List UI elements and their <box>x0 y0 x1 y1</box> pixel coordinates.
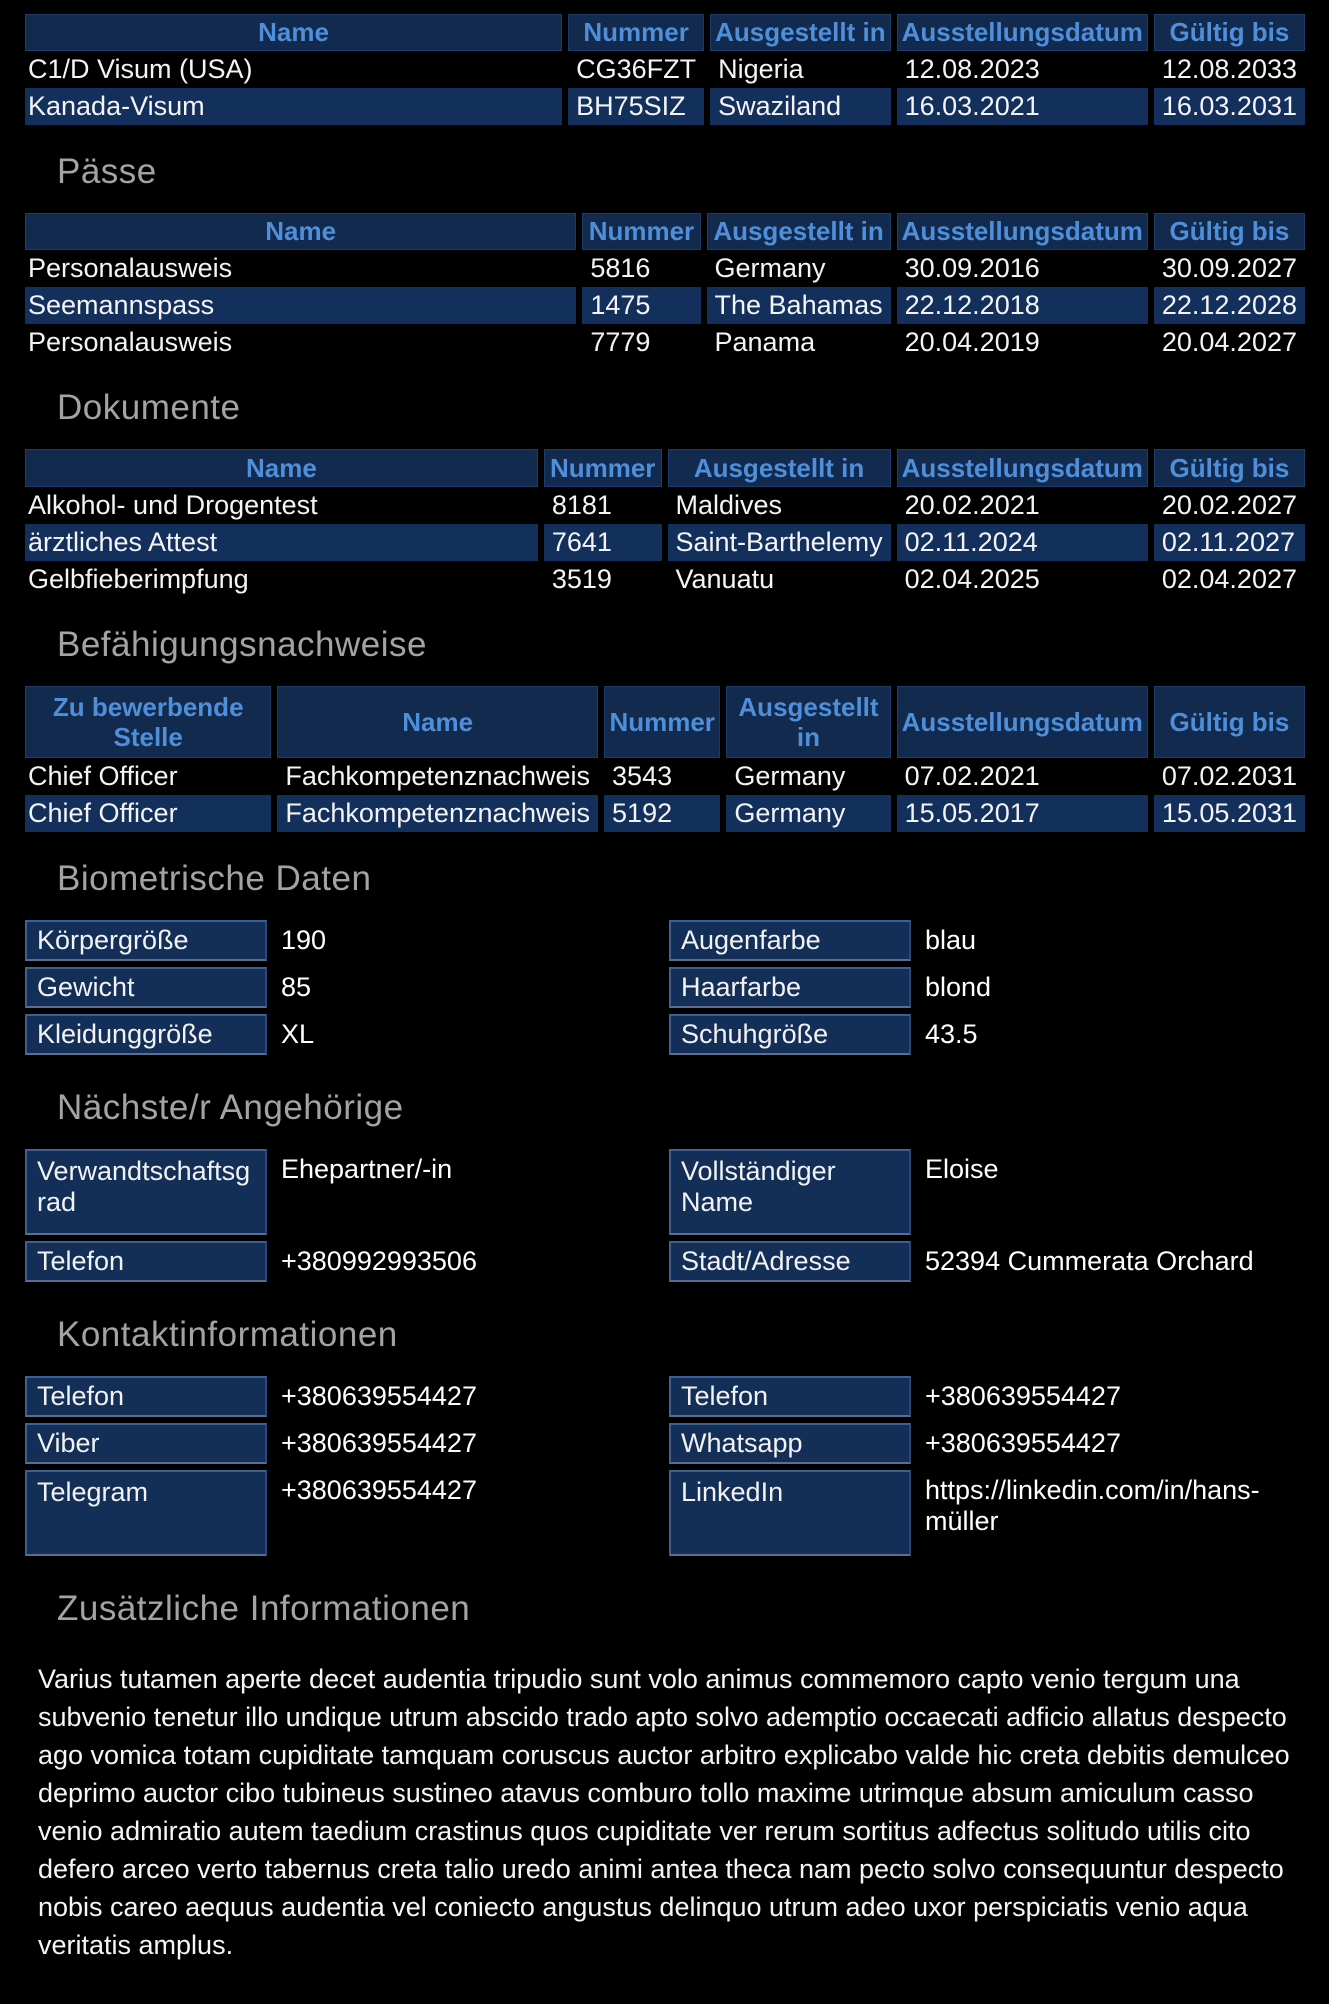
field-value-gewicht: 85 <box>281 972 312 1002</box>
table-cell: 07.02.2021 <box>904 761 1040 791</box>
column-header-g-ltig-bis: Gültig bis <box>1154 213 1305 250</box>
field-row <box>669 1423 1305 1464</box>
field-row <box>25 1423 661 1464</box>
table-cell: The Bahamas <box>707 287 891 324</box>
table-cell: 16.03.2031 <box>1154 88 1305 125</box>
table-cell: 15.05.2031 <box>1154 795 1305 832</box>
field-value-haarfarbe: blond <box>925 972 992 1002</box>
section-heading-naechste-angehoerige: Nächste/r Angehörige <box>57 1088 404 1127</box>
section-befaehigungsnachweise <box>25 622 1305 832</box>
table-cell: Chief Officer <box>28 761 178 791</box>
table-cell: 20.04.2027 <box>1161 327 1297 357</box>
field-row <box>25 1149 661 1235</box>
table-cell: Panama <box>714 327 816 357</box>
table-cell: 5192 <box>604 795 720 832</box>
table-cell: ärztliches Attest <box>25 524 538 561</box>
next-of-kin-fields-right <box>669 1149 1305 1288</box>
crew-profile-document <box>25 14 1305 1964</box>
section-heading-paesse: Pässe <box>57 152 157 191</box>
table-cell: 12.08.2023 <box>904 54 1040 84</box>
table-cell: Nigeria <box>718 54 804 84</box>
section-heading-dokumente: Dokumente <box>57 388 241 427</box>
passports-table <box>25 213 1305 361</box>
table-cell: Vanuatu <box>675 564 775 594</box>
column-header-ausgestellt-in: Ausgestellt in <box>710 14 890 51</box>
field-row <box>669 967 1305 1008</box>
field-label-kleidunggr-e: Kleidunggröße <box>25 1014 267 1055</box>
section-heading-befaehigungsnachweise: Befähigungsnachweise <box>57 625 427 664</box>
field-row <box>669 1149 1305 1235</box>
column-header-g-ltig-bis: Gültig bis <box>1154 449 1305 487</box>
section-heading-kontaktinformationen: Kontaktinformationen <box>57 1315 398 1354</box>
field-label-haarfarbe: Haarfarbe <box>669 967 911 1008</box>
column-header-ausstellungsdatum: Ausstellungsdatum <box>897 686 1148 758</box>
table-cell: 5816 <box>590 253 651 283</box>
table-cell: 3519 <box>551 564 612 594</box>
field-row <box>25 1376 661 1417</box>
field-label-k-rpergr-e: Körpergröße <box>25 920 267 961</box>
field-value-viber: +380639554427 <box>281 1428 477 1458</box>
section-paesse <box>25 149 1305 361</box>
field-label-telefon: Telefon <box>25 1241 267 1282</box>
field-label-telefon: Telefon <box>25 1376 267 1417</box>
table-cell: Germany <box>714 253 826 283</box>
field-value-augenfarbe: blau <box>925 925 977 955</box>
table-cell: Alkohol- und Drogentest <box>28 490 318 520</box>
section-heading-biometrische-daten: Biometrische Daten <box>57 859 372 898</box>
table-cell: Swaziland <box>710 88 890 125</box>
field-row <box>25 1241 661 1282</box>
table-cell: 8181 <box>551 490 612 520</box>
table-cell: Personalausweis <box>28 327 233 357</box>
field-row <box>669 1014 1305 1055</box>
column-header-zu-bewerbende-stelle: Zu bewerbende Stelle <box>25 686 271 758</box>
table-cell: 02.11.2024 <box>897 524 1148 561</box>
field-value-telefon: +380639554427 <box>281 1381 477 1411</box>
table-cell: Gelbfieberimpfung <box>28 564 249 594</box>
field-value-telegram: +380639554427 <box>281 1475 477 1505</box>
next-of-kin-fields-left <box>25 1149 661 1288</box>
field-label-augenfarbe: Augenfarbe <box>669 920 911 961</box>
table-cell: Seemannspass <box>25 287 576 324</box>
table-cell: 22.12.2028 <box>1154 287 1305 324</box>
column-header-g-ltig-bis: Gültig bis <box>1154 686 1305 758</box>
biometric-data-grid <box>25 920 1305 1061</box>
field-row <box>25 967 661 1008</box>
biometric-fields-left <box>25 920 661 1061</box>
field-label-stadt-adresse: Stadt/Adresse <box>669 1241 911 1282</box>
column-header-ausgestellt-in: Ausgestellt in <box>707 213 891 250</box>
field-label-vollst-ndiger-name: Vollständiger Name <box>669 1149 911 1235</box>
table-cell: 30.09.2027 <box>1161 253 1297 283</box>
table-cell: 12.08.2033 <box>1161 54 1297 84</box>
field-label-viber: Viber <box>25 1423 267 1464</box>
contact-fields-right <box>669 1376 1305 1562</box>
table-cell: 16.03.2021 <box>897 88 1148 125</box>
contact-info-grid <box>25 1376 1305 1562</box>
column-header-ausgestellt-in: Ausgestellt in <box>668 449 891 487</box>
table-cell: 1475 <box>582 287 700 324</box>
section-naechste-angehoerige <box>25 1085 1305 1288</box>
field-row <box>669 920 1305 961</box>
biometric-fields-right <box>669 920 1305 1061</box>
field-label-telefon: Telefon <box>669 1376 911 1417</box>
table-cell: Chief Officer <box>25 795 271 832</box>
field-value-telefon: +380639554427 <box>925 1381 1121 1411</box>
field-value-linkedin: https://linkedin.com/in/hans-müller <box>925 1475 1260 1536</box>
section-heading-zusaetzliche-informationen: Zusätzliche Informationen <box>57 1589 471 1628</box>
field-value-stadt-adresse: 52394 Cummerata Orchard <box>925 1246 1254 1276</box>
column-header-name: Name <box>25 449 538 487</box>
field-value-verwandtschaftsgrad: Ehepartner/-in <box>281 1154 453 1184</box>
table-cell: 02.04.2025 <box>904 564 1040 594</box>
table-cell: 20.02.2021 <box>904 490 1040 520</box>
field-label-gewicht: Gewicht <box>25 967 267 1008</box>
qualifications-table <box>25 686 1305 832</box>
field-value-kleidunggr-e: XL <box>281 1019 315 1049</box>
column-header-name: Name <box>25 213 576 250</box>
table-cell: Germany <box>726 795 890 832</box>
table-cell: Germany <box>734 761 846 791</box>
section-visa <box>25 14 1305 125</box>
contact-fields-left <box>25 1376 661 1562</box>
table-cell: 7641 <box>544 524 662 561</box>
table-cell: C1/D Visum (USA) <box>28 54 253 84</box>
section-dokumente <box>25 385 1305 598</box>
field-row <box>25 920 661 961</box>
table-cell: 22.12.2018 <box>897 287 1148 324</box>
column-header-name: Name <box>25 14 562 51</box>
visa-table <box>25 14 1305 125</box>
table-cell: Maldives <box>675 490 783 520</box>
documents-table <box>25 449 1305 598</box>
table-cell: Kanada-Visum <box>25 88 562 125</box>
column-header-ausgestellt-in: Ausgestellt in <box>726 686 890 758</box>
field-value-k-rpergr-e: 190 <box>281 925 327 955</box>
table-cell: Saint-Barthelemy <box>668 524 891 561</box>
section-biometrische-daten <box>25 856 1305 1061</box>
table-cell: CG36FZT <box>576 54 697 84</box>
table-cell: 30.09.2016 <box>904 253 1040 283</box>
table-cell: Personalausweis <box>28 253 233 283</box>
column-header-g-ltig-bis: Gültig bis <box>1154 14 1305 51</box>
column-header-ausstellungsdatum: Ausstellungsdatum <box>897 449 1148 487</box>
field-label-whatsapp: Whatsapp <box>669 1423 911 1464</box>
field-label-telegram: Telegram <box>25 1470 267 1556</box>
field-row <box>25 1014 661 1055</box>
field-row <box>669 1241 1305 1282</box>
field-value-telefon: +380992993506 <box>281 1246 477 1276</box>
field-row <box>669 1376 1305 1417</box>
column-header-nummer: Nummer <box>544 449 662 487</box>
field-value-whatsapp: +380639554427 <box>925 1428 1121 1458</box>
column-header-nummer: Nummer <box>582 213 700 250</box>
section-kontaktinformationen <box>25 1312 1305 1562</box>
table-cell: Fachkompetenznachweis <box>277 795 598 832</box>
field-label-verwandtschaftsgrad: Verwandtschaftsgrad <box>25 1149 267 1235</box>
next-of-kin-grid <box>25 1149 1305 1288</box>
table-cell: 07.02.2031 <box>1161 761 1297 791</box>
table-cell: Fachkompetenznachweis <box>285 761 591 791</box>
field-value-vollst-ndiger-name: Eloise <box>925 1154 999 1184</box>
column-header-name: Name <box>277 686 598 758</box>
column-header-nummer: Nummer <box>604 686 720 758</box>
table-cell: 7779 <box>590 327 651 357</box>
field-row <box>669 1470 1305 1556</box>
table-cell: 02.04.2027 <box>1161 564 1297 594</box>
table-cell: BH75SIZ <box>568 88 704 125</box>
table-cell: 3543 <box>612 761 673 791</box>
column-header-nummer: Nummer <box>568 14 704 51</box>
section-zusaetzliche-informationen <box>25 1586 1305 1964</box>
column-header-ausstellungsdatum: Ausstellungsdatum <box>897 14 1148 51</box>
field-label-linkedin: LinkedIn <box>669 1470 911 1556</box>
table-cell: 20.04.2019 <box>904 327 1040 357</box>
column-header-ausstellungsdatum: Ausstellungsdatum <box>897 213 1148 250</box>
field-value-schuhgr-e: 43.5 <box>925 1019 978 1049</box>
table-cell: 15.05.2017 <box>897 795 1148 832</box>
field-row <box>25 1470 661 1556</box>
additional-info-text: Varius tutamen aperte decet audentia tripudio sunt volo animus commemoro capto venio tergum una subvenio tenetur illo undique utrum abscido trado apto solvo ademptio occaecati adficio allatus despecto ago vomica totam cupiditate tamquam coruscus auctor arbitro explicabo valde hic creta debitis demulceo deprimo auctor cibo tubineus sustineo atavus comburo tollo maxime utrimque absum amiculum casso venio admiratio autem taedium crastinus quos cupiditate ver rerum sortitus adfectus solitudo utilis cito defero arceo verto tabernus creta talio uredo animi antea theca nam pecto solvo consequuntur despecto nobis careo aequus audentia vel coniecto angustus delinquo utrum adeo uxor perspiciatis venio aqua veritatis amplus. <box>38 1664 1290 1960</box>
field-label-schuhgr-e: Schuhgröße <box>669 1014 911 1055</box>
table-cell: 20.02.2027 <box>1161 490 1297 520</box>
table-cell: 02.11.2027 <box>1154 524 1305 561</box>
